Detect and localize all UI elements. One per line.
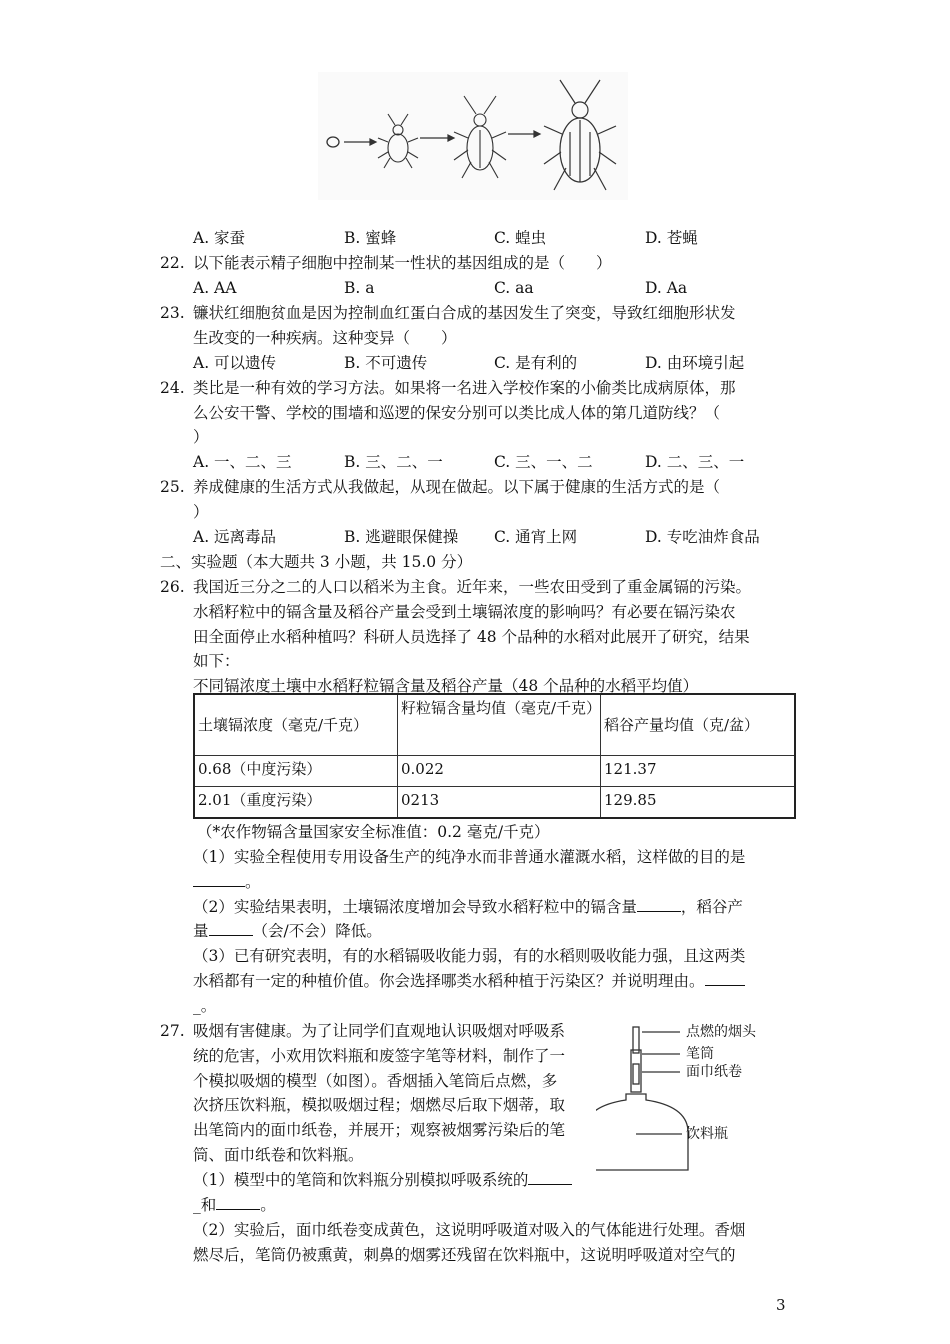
table-cell: 2.01（重度污染） bbox=[194, 787, 398, 819]
q25-option-d: D. 专吃油炸食品 bbox=[645, 528, 760, 546]
q26-part3-line3: _。 bbox=[193, 997, 217, 1015]
q27-part2-line1: （2）实验后，面巾纸卷变成黄色，这说明呼吸道对吸入的气体能进行处理。香烟 bbox=[193, 1221, 746, 1239]
q23-number: 23. bbox=[160, 304, 185, 322]
table-cell: 0213 bbox=[398, 787, 601, 819]
q23-option-d: D. 由环境引起 bbox=[645, 354, 745, 372]
cadmium-table bbox=[193, 693, 796, 819]
q25-option-a: A. 远离毒品 bbox=[193, 528, 277, 546]
bottle-shape bbox=[596, 1094, 688, 1170]
q21-option-c: C. 蝗虫 bbox=[494, 229, 547, 247]
q22-option-d: D. Aa bbox=[645, 279, 688, 297]
q27-text-line1: 吸烟有害健康。为了让同学们直观地认识吸烟对呼吸系 bbox=[193, 1022, 566, 1040]
q25-option-c: C. 通宵上网 bbox=[494, 528, 578, 546]
q21-option-d: D. 苍蝇 bbox=[645, 229, 698, 247]
q22-option-a: A. AA bbox=[193, 279, 237, 297]
q23-option-b: B. 不可遗传 bbox=[344, 354, 428, 372]
answer-blank[interactable] bbox=[528, 1184, 572, 1185]
q25-text-line2: ） bbox=[193, 503, 209, 521]
q22-number: 22. bbox=[160, 254, 185, 272]
q26-part2-line1: （2）实验结果表明，土壤镉浓度增加会导致水稻籽粒中的镉含量 ，稻谷产 bbox=[193, 898, 743, 916]
q26-part1-line1: （1）实验全程使用专用设备生产的纯净水而非普通水灌溉水稻，这样做的目的是 bbox=[193, 848, 746, 866]
page-number: 3 bbox=[776, 1296, 786, 1314]
section-heading: 二、实验题（本大题共 3 小题，共 15.0 分） bbox=[160, 553, 473, 571]
answer-blank[interactable] bbox=[216, 1209, 260, 1210]
q25-text-line1: 养成健康的生活方式从我做起，从现在做起。以下属于健康的生活方式的是（ bbox=[193, 478, 721, 496]
q24-text-line3: ） bbox=[193, 428, 209, 446]
table-cell: 0.022 bbox=[398, 756, 601, 787]
q27-number: 27. bbox=[160, 1022, 185, 1040]
insect-development-figure bbox=[318, 72, 628, 200]
q24-option-a: A. 一、二、三 bbox=[193, 453, 292, 471]
q24-number: 24. bbox=[160, 379, 185, 397]
q23-text-line1: 镰状红细胞贫血是因为控制血红蛋白合成的基因发生了突变，导致红细胞形状发 bbox=[193, 304, 736, 322]
q22-option-c: C. aa bbox=[494, 279, 534, 297]
q21-option-a: A. 家蚕 bbox=[193, 229, 246, 247]
table-header-cell: 籽粒镉含量均值（毫克/千克） bbox=[398, 694, 601, 756]
q26-text-line3: 田全面停止水稻种植吗？科研人员选择了 48 个品种的水稻对此展开了研究，结果 bbox=[193, 628, 750, 646]
q27-part1-line2: _和 。 bbox=[193, 1196, 276, 1214]
q23-option-c: C. 是有利的 bbox=[494, 354, 578, 372]
q26-text-line2: 水稻籽粒中的镉含量及稻谷产量会受到土壤镉浓度的影响吗？有必要在镉污染农 bbox=[193, 603, 736, 621]
q25-number: 25. bbox=[160, 478, 185, 496]
table-cell: 121.37 bbox=[601, 756, 796, 787]
q22-option-b: B. a bbox=[344, 279, 375, 297]
answer-blank[interactable] bbox=[209, 935, 253, 936]
q24-option-c: C. 三、一、二 bbox=[494, 453, 593, 471]
q26-text-line4: 如下： bbox=[193, 652, 240, 670]
q26-part3-line1: （3）已有研究表明，有的水稻镉吸收能力弱，有的水稻则吸收能力强，且这两类 bbox=[193, 947, 746, 965]
q26-number: 26. bbox=[160, 578, 185, 596]
figure-label-pen-barrel: 笔筒 bbox=[686, 1046, 714, 1062]
table-title: 不同镉浓度土壤中水稻籽粒镉含量及稻谷产量（48 个品种的水稻平均值） bbox=[193, 677, 699, 695]
answer-blank[interactable] bbox=[193, 886, 245, 887]
q26-part3-line2: 水稻都有一定的种植价值。你会选择哪类水稻种植于污染区？并说明理由。 bbox=[193, 971, 745, 991]
q27-text-line2: 统的危害，小欢用饮料瓶和废签字笔等材料，制作了一 bbox=[193, 1047, 566, 1065]
figure-label-tissue-roll: 面巾纸卷 bbox=[686, 1064, 742, 1080]
q23-option-a: A. 可以遗传 bbox=[193, 354, 277, 372]
q24-text-line1: 类比是一种有效的学习方法。如果将一名进入学校作案的小偷类比成病原体，那 bbox=[193, 379, 736, 397]
table-note: （*农作物镉含量国家安全标准值：0.2 毫克/千克） bbox=[197, 823, 550, 841]
q27-text-line5: 出笔筒内的面巾纸卷，并展开；观察被烟雾污染后的笔 bbox=[193, 1121, 566, 1139]
q24-text-line2: 么公安干警、学校的围墙和巡逻的保安分别可以类比成人体的第几道防线？（ bbox=[193, 404, 721, 422]
q26-text-line1: 我国近三分之二的人口以稻米为主食。近年来，一些农田受到了重金属镉的污染。 bbox=[193, 578, 752, 596]
q27-part2-line2: 燃尽后，笔筒仍被熏黄，刺鼻的烟雾还残留在饮料瓶中，这说明呼吸道对空气的 bbox=[193, 1246, 736, 1264]
q27-text-line6: 筒、面巾纸卷和饮料瓶。 bbox=[193, 1146, 364, 1164]
table-cell: 0.68（中度污染） bbox=[194, 756, 398, 787]
figure-label-lit-cigarette: 点燃的烟头 bbox=[686, 1024, 756, 1040]
table-header-cell: 土壤镉浓度（毫克/千克） bbox=[194, 694, 398, 756]
q27-text-line4: 次挤压饮料瓶，模拟吸烟过程；烟燃尽后取下烟蒂，取 bbox=[193, 1096, 566, 1114]
tissue-roll-shape bbox=[633, 1064, 639, 1084]
q23-text-line2: 生改变的一种疾病。这种变异（ ） bbox=[193, 329, 457, 347]
table-row bbox=[194, 756, 795, 787]
q26-part2-line2: 量 （会/不会）降低。 bbox=[193, 922, 382, 940]
q21-option-b: B. 蜜蜂 bbox=[344, 229, 397, 247]
q27-part1-line1: （1）模型中的笔筒和饮料瓶分别模拟呼吸系统的 bbox=[193, 1170, 572, 1190]
q24-option-d: D. 二、三、一 bbox=[645, 453, 745, 471]
q24-option-b: B. 三、二、一 bbox=[344, 453, 443, 471]
q22-text: 以下能表示精子细胞中控制某一性状的基因组成的是（ ） bbox=[193, 254, 612, 272]
answer-blank[interactable] bbox=[637, 911, 681, 912]
q26-part1-line2: 。 bbox=[193, 872, 261, 892]
q25-option-b: B. 逃避眼保健操 bbox=[344, 528, 459, 546]
q27-text-line3: 个模拟吸烟的模型（如图）。香烟插入笔筒后点燃，多 bbox=[193, 1072, 558, 1090]
table-cell: 129.85 bbox=[601, 787, 796, 819]
table-header-cell: 稻谷产量均值（克/盆） bbox=[601, 694, 796, 756]
answer-blank[interactable] bbox=[705, 985, 745, 986]
table-row bbox=[194, 787, 795, 819]
cigarette-shape bbox=[633, 1027, 639, 1053]
figure-label-bottle: 饮料瓶 bbox=[686, 1126, 728, 1142]
table-header-row bbox=[194, 694, 795, 756]
